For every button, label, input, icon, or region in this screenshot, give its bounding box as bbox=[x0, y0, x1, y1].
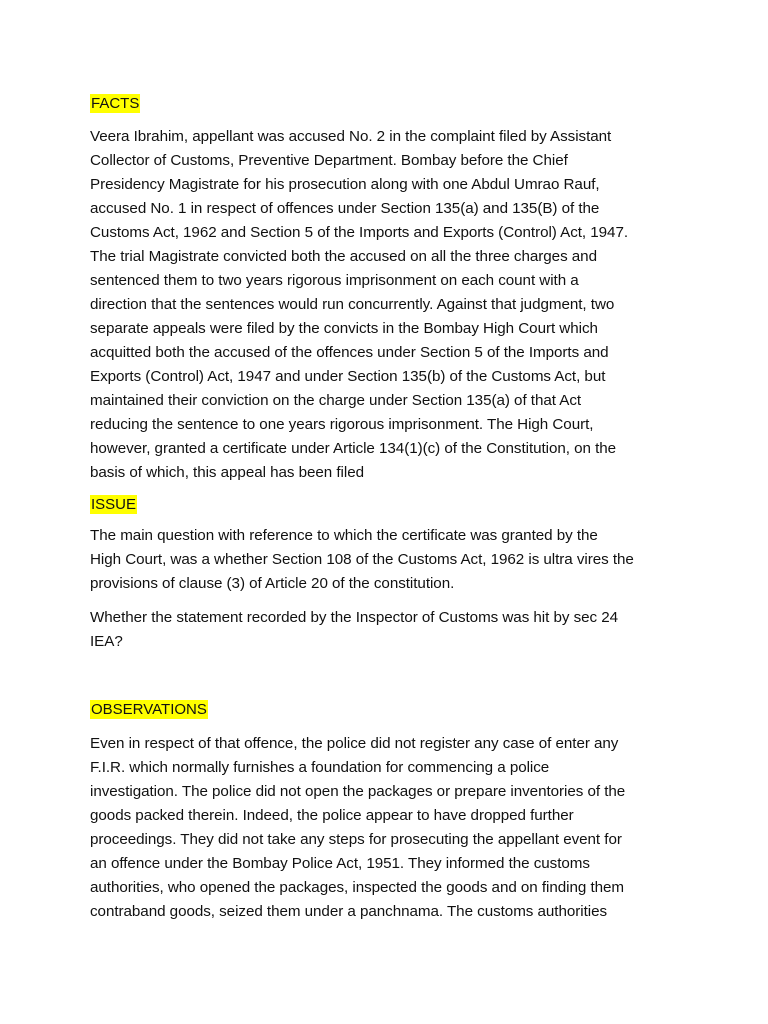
facts-line: The trial Magistrate convicted both the accused on all the three charges and bbox=[90, 248, 597, 265]
facts-heading: FACTS bbox=[91, 95, 140, 112]
observations-line: proceedings. They did not take any steps for prosecuting the appellant event for bbox=[90, 831, 622, 848]
issue-line: IEA? bbox=[90, 633, 123, 650]
observations-line: goods packed therein. Indeed, the police appear to have dropped further bbox=[90, 807, 574, 824]
facts-line: Exports (Control) Act, 1947 and under Section 135(b) of the Customs Act, but bbox=[90, 368, 606, 385]
observations-line: contraband goods, seized them under a panchnama. The customs authorities bbox=[90, 903, 608, 920]
facts-line: direction that the sentences would run concurrently. Against that judgment, two bbox=[90, 296, 615, 313]
issue-line: High Court, was a whether Section 108 of the Customs Act, 1962 is ultra vires the bbox=[90, 551, 634, 568]
observations-line: investigation. The police did not open the packages or prepare inventories of the bbox=[90, 783, 626, 800]
observations-line: an offence under the Bombay Police Act, 1951. They informed the customs bbox=[90, 855, 590, 872]
observations-line: F.I.R. which normally furnishes a foundation for commencing a police bbox=[90, 759, 550, 776]
issue-heading: ISSUE bbox=[91, 496, 137, 513]
facts-paragraph bbox=[90, 125, 698, 485]
facts-line: basis of which, this appeal has been filed bbox=[90, 464, 364, 481]
observations-line: Even in respect of that offence, the police did not register any case of enter any bbox=[90, 735, 619, 752]
issue-line: provisions of clause (3) of Article 20 of the constitution. bbox=[90, 575, 455, 592]
observations-heading: OBSERVATIONS bbox=[91, 701, 207, 718]
observations-line: authorities, who opened the packages, inspected the goods and on finding them bbox=[90, 879, 625, 896]
facts-line: reducing the sentence to one years rigorous imprisonment. The High Court, bbox=[90, 416, 594, 433]
facts-line: however, granted a certificate under Article 134(1)(c) of the Constitution, on the bbox=[90, 440, 617, 457]
facts-line: separate appeals were filed by the convicts in the Bombay High Court which bbox=[90, 320, 598, 337]
issue-line: Whether the statement recorded by the Inspector of Customs was hit by sec 24 bbox=[90, 609, 619, 626]
issue-question-paragraph bbox=[90, 606, 698, 654]
facts-line: accused No. 1 in respect of offences under Section 135(a) and 135(B) of the bbox=[90, 200, 600, 217]
facts-line: maintained their conviction on the charge under Section 135(a) of that Act bbox=[90, 392, 582, 409]
issue-line: The main question with reference to which the certificate was granted by the bbox=[90, 527, 598, 544]
facts-line: sentenced them to two years rigorous imprisonment on each count with a bbox=[90, 272, 579, 289]
facts-line: Collector of Customs, Preventive Department. Bombay before the Chief bbox=[90, 152, 568, 169]
facts-line: Customs Act, 1962 and Section 5 of the Imports and Exports (Control) Act, 1947. bbox=[90, 224, 629, 241]
facts-line: acquitted both the accused of the offences under Section 5 of the Imports and bbox=[90, 344, 609, 361]
facts-line: Presidency Magistrate for his prosecution along with one Abdul Umrao Rauf, bbox=[90, 176, 600, 193]
observations-paragraph bbox=[90, 732, 698, 924]
facts-line: Veera Ibrahim, appellant was accused No. 2 in the complaint filed by Assistant bbox=[90, 128, 612, 145]
issue-paragraph bbox=[90, 524, 698, 596]
